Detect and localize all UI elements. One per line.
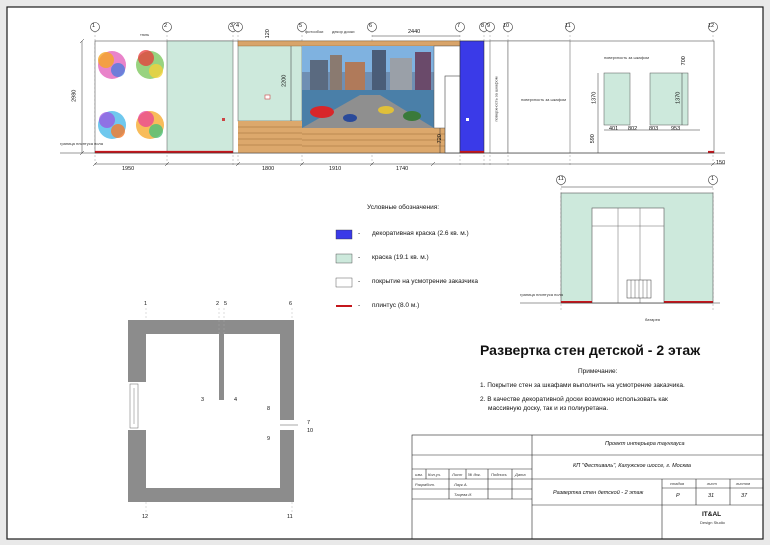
dim-401: 401	[609, 126, 619, 132]
legend-item-skirting: плинтус (8.0 м.)	[372, 302, 420, 309]
axis-6: 6	[369, 23, 373, 29]
axis-2: 2	[164, 23, 168, 29]
stamp-sheets: 37	[741, 493, 748, 499]
axis-3: 3	[230, 23, 234, 29]
dim-720: 720	[436, 134, 443, 144]
wall-elevation	[60, 23, 725, 167]
dim-803: 803	[649, 126, 659, 132]
stamp-project: Проект интерьера таунхауса	[605, 441, 685, 447]
label-small-floor: граница плинтуса пола	[520, 292, 563, 297]
dim-1800: 1800	[262, 166, 275, 172]
legend-dash: -	[358, 230, 361, 237]
axis-11: 11	[565, 23, 571, 29]
small-axis-1: 1	[711, 176, 715, 182]
label-decor-boards: декор доски	[332, 29, 355, 34]
label-wardrobe-1: поверхность за шкафом	[493, 76, 499, 122]
axis-5: 5	[299, 23, 303, 29]
plan-label-5: 5	[224, 301, 228, 307]
stamp-col-sign: Подпись	[491, 472, 507, 477]
legend-dash: -	[358, 302, 361, 309]
plan-label-6: 6	[289, 301, 293, 307]
stamp-sheet: 31	[708, 493, 715, 499]
dim-802: 802	[628, 126, 638, 132]
label-tapestry: тюль	[140, 32, 150, 37]
stamp-col-date: Дата	[515, 472, 526, 477]
drawing-title: Развертка стен детской - 2 этаж	[480, 342, 701, 358]
photo-wallpaper	[302, 46, 434, 128]
stamp-drawing: Развертка стен детской - 2 этаж	[553, 490, 644, 496]
label-wardrobe-2: поверхность за шкафом	[521, 97, 567, 102]
studio-logo: IT&AL	[702, 511, 722, 518]
plan-label-3: 3	[201, 397, 205, 403]
stamp-developer-label: Разработ.	[415, 482, 435, 487]
note-2b: массивную доску, так и из полиуретана.	[488, 405, 609, 412]
label-photo-wallpaper: фотообои	[305, 29, 324, 34]
stamp-col-doc: № док.	[468, 472, 481, 477]
note-2a: 2. В качестве декоративной доски возможно использовать как	[480, 396, 668, 403]
stamp-sheet-label: лист	[707, 481, 717, 486]
legend-item-client-choice: покрытие на усмотрение заказчика	[372, 278, 479, 285]
label-radiator: батарея	[645, 317, 660, 322]
dim-590: 590	[589, 134, 596, 144]
dim-1370-a: 1370	[591, 91, 598, 104]
stamp-col-rev: изм.	[415, 472, 423, 477]
studio-subtitle: Design Studio	[700, 520, 725, 525]
dim-150: 150	[716, 160, 726, 166]
door	[445, 76, 460, 153]
plan-label-12: 12	[142, 514, 149, 520]
note-1: 1. Покрытие стен за шкафами выполнить на усмотрение заказчика.	[480, 382, 685, 389]
dim-700: 700	[680, 56, 687, 66]
dim-120: 120	[264, 29, 271, 39]
small-axis-11: 11	[558, 176, 564, 182]
label-floor-line: граница плинтуса пола	[60, 141, 103, 146]
legend-dash: -	[358, 278, 361, 285]
plan-label-1: 1	[144, 301, 148, 307]
notes-heading: Примечание:	[578, 368, 618, 375]
stamp-sheets-label: листов	[736, 481, 751, 486]
plan-label-7: 7	[307, 420, 311, 426]
axis-8: 8	[481, 23, 485, 29]
stamp-stage: Р	[676, 493, 680, 499]
dim-1740: 1740	[396, 166, 409, 172]
legend-heading: Условные обозначения:	[367, 204, 440, 211]
stamp-col-qty: Кол.уч.	[428, 472, 442, 477]
axis-1: 1	[92, 23, 96, 29]
dim-1910: 1910	[329, 166, 342, 172]
plan-label-4: 4	[234, 397, 238, 403]
stamp-developer: Лаук А.	[454, 482, 468, 487]
legend-item-paint: краска (19.1 кв. м.)	[372, 254, 429, 261]
dim-2200: 2200	[281, 74, 288, 87]
dim-1950: 1950	[122, 166, 135, 172]
dim-2440: 2440	[408, 29, 421, 35]
dim-953: 953	[671, 126, 681, 132]
plan-label-9: 9	[267, 436, 271, 442]
plan-label-10: 10	[307, 428, 314, 434]
legend-dash: -	[358, 254, 361, 261]
axis-4: 4	[236, 23, 240, 29]
stamp-checker: Тацева И.	[454, 492, 473, 497]
plan-label-2: 2	[216, 301, 220, 307]
stamp-stage-label: стадия	[670, 481, 685, 486]
stamp-col-sheet: Лист	[452, 472, 463, 477]
stamp-address: КП "Фестиваль", Калужское шоссе, г. Москва	[573, 463, 691, 469]
legend-item-decor-paint: декоративная краска (2.6 кв. м.)	[372, 230, 469, 237]
plan-label-11: 11	[287, 514, 293, 520]
axis-7: 7	[457, 23, 461, 29]
label-wardrobe-3: поверхность за шкафом	[604, 55, 650, 60]
dim-2980: 2980	[71, 89, 78, 102]
axis-9: 9	[487, 23, 491, 29]
axis-12: 12	[708, 23, 715, 29]
dim-1370-b: 1370	[675, 91, 682, 104]
plan-label-8: 8	[267, 406, 271, 412]
axis-10: 10	[503, 23, 510, 29]
